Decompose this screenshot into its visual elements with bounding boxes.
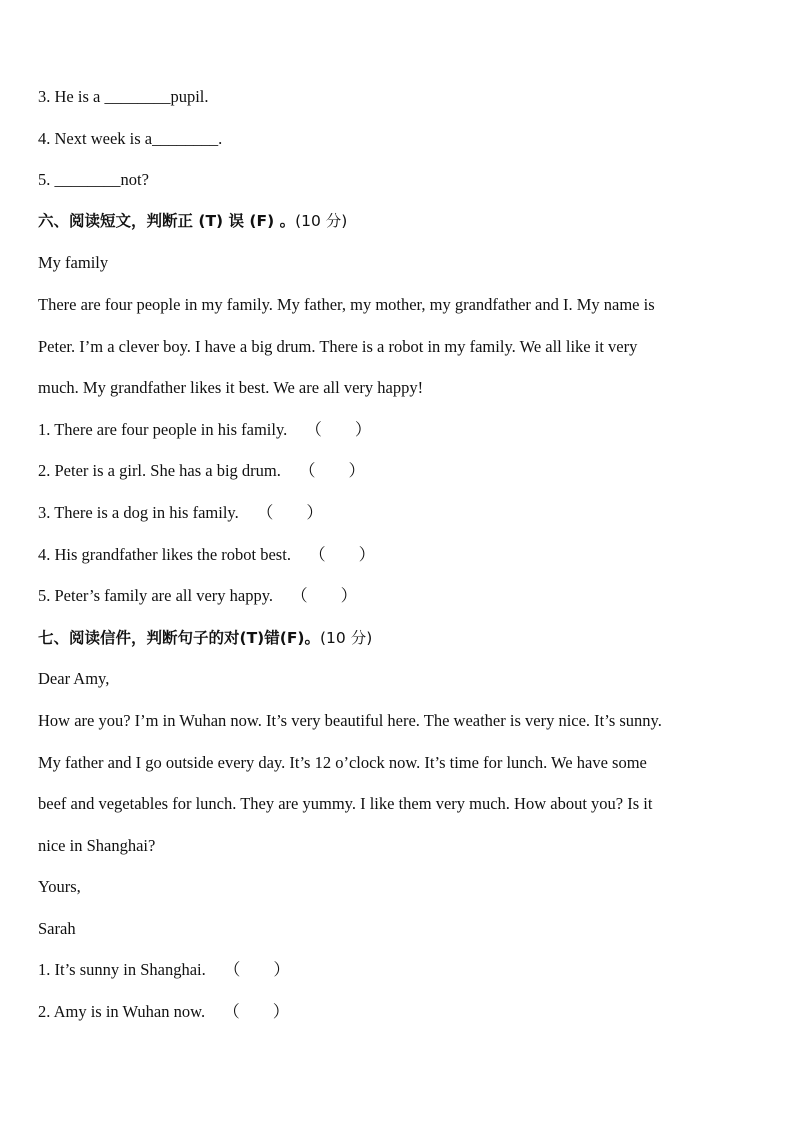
fill-item-5: 5. ________not? [38,170,149,189]
section7-heading [38,628,372,648]
answer-blank[interactable]: （ ） [223,1002,290,1021]
letter-signature: Sarah [38,919,76,938]
passage-line-3: much. My grandfather likes it best. We are all very happy! [38,378,424,397]
answer-blank[interactable]: （ ） [291,586,358,605]
letter-line-1: How are you? I’m in Wuhan now. It’s very beautiful here. The weather is very nice. It’s sunny. [38,711,662,730]
section7-heading-text: 七、阅读信件，判断句子的对(T)错(F)。 [38,629,320,647]
s7-question-2 [38,1002,289,1022]
answer-blank[interactable]: （ ） [299,461,366,480]
s7-question-2-text: 2. Amy is in Wuhan now. [38,1002,206,1021]
s6-question-5-text: 5. Peter’s family are all very happy. [38,586,274,605]
s6-question-4-text: 4. His grandfather likes the robot best. [38,545,291,564]
passage-line-2: Peter. I’m a clever boy. I have a big drum. There is a robot in my family. We all like it very [38,337,638,356]
answer-blank[interactable]: （ ） [305,420,372,439]
s6-question-3 [38,503,323,523]
section6-heading [38,211,347,231]
s6-question-3-text: 3. There is a dog in his family. [38,503,239,522]
section6-score: (10 分) [295,212,348,230]
s6-question-4 [38,545,375,565]
fill-item-3: 3. He is a ________pupil. [38,87,209,106]
passage-line-1: There are four people in my family. My father, my mother, my grandfather and I. My name is [38,295,655,314]
s6-question-5 [38,586,357,606]
passage-title: My family [38,253,109,272]
s7-question-1-text: 1. It’s sunny in Shanghai. [38,960,206,979]
s7-question-1 [38,960,290,980]
answer-blank[interactable]: （ ） [256,503,323,522]
letter-closing: Yours, [38,877,81,896]
answer-blank[interactable]: （ ） [309,545,376,564]
letter-line-3: beef and vegetables for lunch. They are yummy. I like them very much. How about you? Is it [38,794,653,813]
letter-greeting: Dear Amy, [38,669,110,688]
section6-heading-text: 六、阅读短文，判断正 (T) 误 (F) 。 [38,212,296,230]
s6-question-2 [38,461,365,481]
answer-blank[interactable]: （ ） [223,960,290,979]
letter-line-4: nice in Shanghai? [38,836,156,855]
s6-question-1 [38,420,371,440]
fill-item-4: 4. Next week is a________. [38,129,223,148]
s6-question-1-text: 1. There are four people in his family. [38,420,288,439]
letter-line-2: My father and I go outside every day. It’s 12 o’clock now. It’s time for lunch. We have some [38,753,647,772]
s6-question-2-text: 2. Peter is a girl. She has a big drum. [38,461,281,480]
section7-score: (10 分) [320,629,373,647]
